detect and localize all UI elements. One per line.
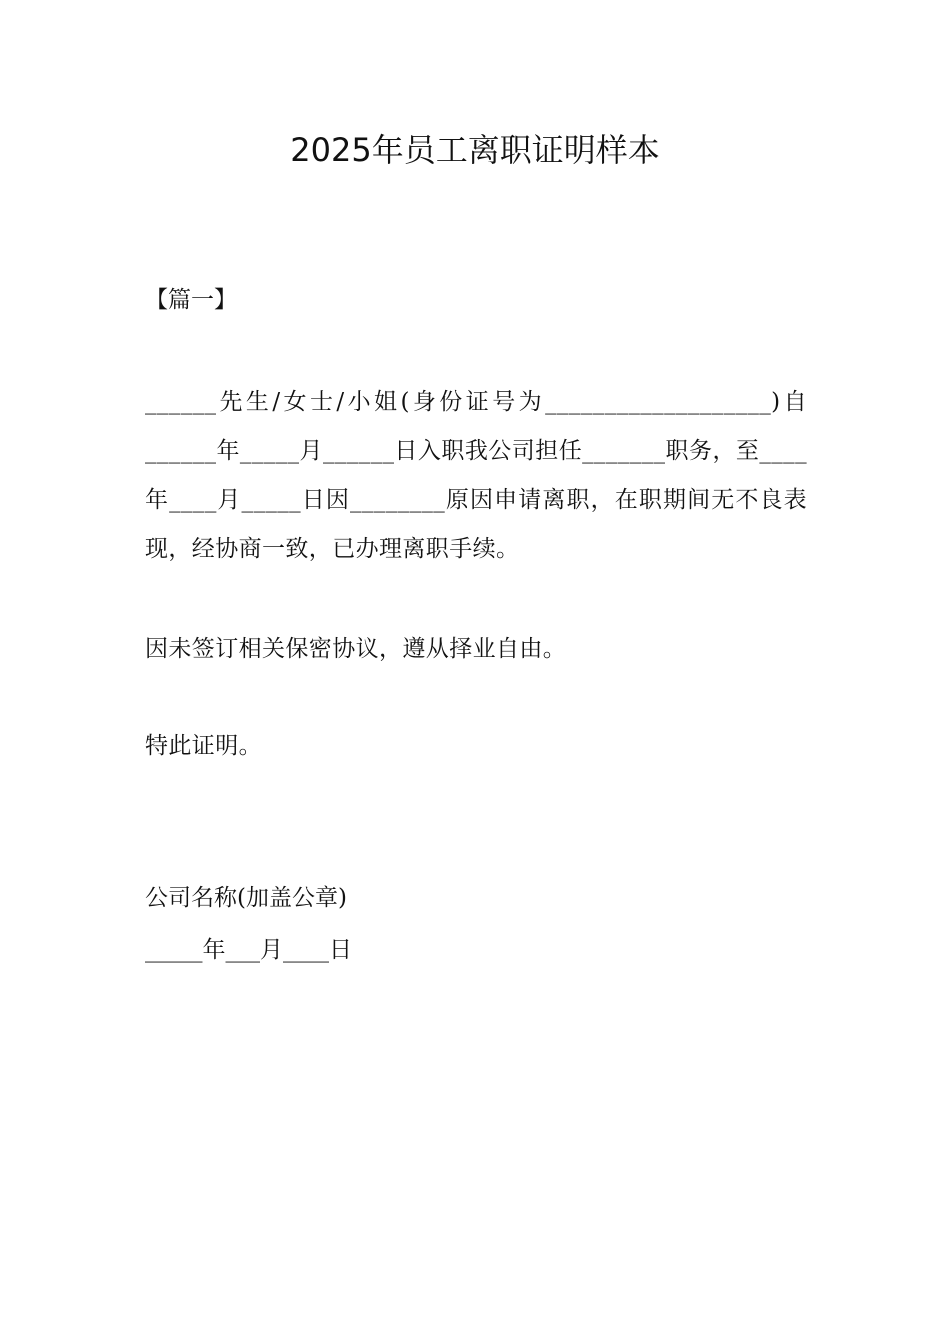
date-line: _____年___月____日 (145, 937, 352, 963)
company-name-line: 公司名称(加盖公章) (145, 885, 347, 911)
closing-paragraph (145, 722, 807, 771)
certificate-paragraph-text: ______先生/女士/小姐(身份证号为___________________)自______年_____月______日入职我公司担任_______职务，至____年____月_____日因________原因申请离职，在职期间无不良表现，经协商一致，已办理离职手续。 (145, 389, 807, 562)
closing-paragraph-text: 特此证明。 (145, 733, 262, 759)
document-title: 2025年员工离职证明样本 (290, 131, 660, 169)
confidentiality-paragraph-text: 因未签订相关保密协议，遵从择业自由。 (145, 636, 567, 662)
certificate-paragraph (145, 378, 807, 574)
section-label: 【篇一】 (145, 287, 237, 313)
signature-block (145, 872, 807, 976)
confidentiality-paragraph (145, 625, 807, 674)
